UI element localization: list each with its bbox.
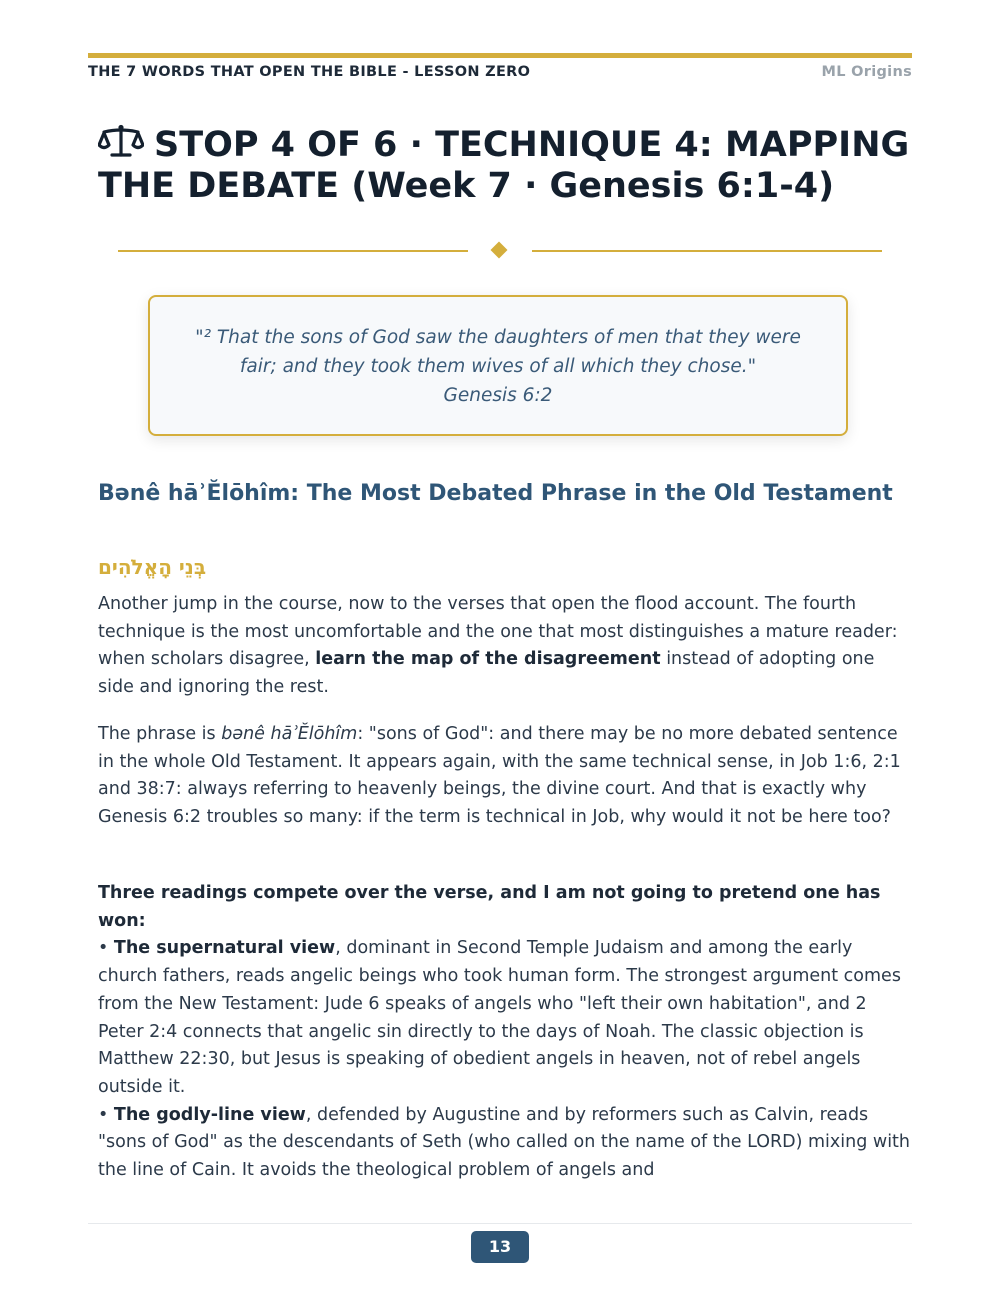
list-item-label: The supernatural view: [113, 938, 336, 959]
scales-icon: [98, 124, 144, 160]
list-item-label: The godly-line view: [113, 1104, 306, 1125]
page-title: [98, 124, 918, 207]
running-header: [88, 62, 912, 82]
readings-section: [98, 880, 910, 1185]
readings-intro: Three readings compete over the verse, and I am not going to pretend one has won:: [98, 883, 881, 931]
page-title-text: STOP 4 OF 6 · TECHNIQUE 4: MAPPING THE DEBATE (Week 7 · Genesis 6:1-4): [98, 125, 910, 206]
verse-reference: Genesis 6:2: [443, 385, 553, 406]
bullet: •: [98, 938, 114, 959]
paragraph-intro: [98, 591, 910, 702]
paragraph-intro-ending: instead of adopting one side and ignoring the rest.: [98, 649, 875, 698]
hebrew-phrase: בְּנֵי הָאֱלֹהִים: [98, 555, 207, 579]
list-item: [98, 1105, 910, 1180]
list-item: [98, 938, 901, 1097]
paragraph-phrase: [98, 721, 910, 832]
bullet: •: [98, 1104, 114, 1125]
page-number: 13: [471, 1231, 529, 1263]
course-title: THE 7 WORDS THAT OPEN THE BIBLE - LESSON ZERO: [88, 64, 531, 80]
paragraph-phrase-text: The phrase is: [98, 724, 222, 744]
list-item-text: , defended by Augustine and by reformers such as Calvin, reads "sons of God" as the descendants of Seth (who called on the name of the LORD) mixing with the line of Cain. It avoids the theological problem of angels and: [98, 1104, 911, 1181]
diamond-icon: [491, 242, 508, 259]
paragraph-phrase-ending: : "sons of God": and there may be no more debated sentence in the whole Old Testament. It appears again, with the same technical sense, in Job 1:6, 2:1 and 38:7: always referring to heavenly beings, the divine court. And that is exactly why Genesis 6:2 troubles so many: if the term is technical in Job, why would it not be here too?: [98, 724, 901, 828]
transliteration: bənê hāʾĔlōhîm: [221, 724, 358, 744]
section-heading: Bənê hāʾĔlōhîm: The Most Debated Phrase in the Old Testament: [98, 481, 893, 506]
brand-name: ML Origins: [821, 64, 912, 80]
footer-rule: [88, 1223, 912, 1224]
header-rule: [88, 53, 912, 58]
list-item-text: , dominant in Second Temple Judaism and among the early church fathers, reads angelic beings who took human form. The strongest argument comes from the New Testament: Jude 6 speaks of angels who "left their own habitation", and 2 Peter 2:4 connects that angelic sin directly to the days of Noah. The classic objection is Matthew 22:30, but Jesus is speaking of obedient angels in heaven, not of rebel angels outside it.: [98, 938, 901, 1097]
title-divider: [118, 241, 882, 261]
divider-line-left: [118, 250, 468, 252]
divider-line-right: [532, 250, 882, 252]
verse-callout: [148, 295, 848, 436]
paragraph-intro-text: Another jump in the course, now to the verses that open the flood account. The fourth technique is the most uncomfortable and the one that most distinguishes a mature reader: when scholars disagree,: [98, 594, 898, 670]
verse-text: "² That the sons of God saw the daughters of men that they were fair; and they took them wives of all which they chose.": [195, 327, 801, 377]
paragraph-intro-emphasis: learn the map of the disagreement: [315, 649, 661, 670]
